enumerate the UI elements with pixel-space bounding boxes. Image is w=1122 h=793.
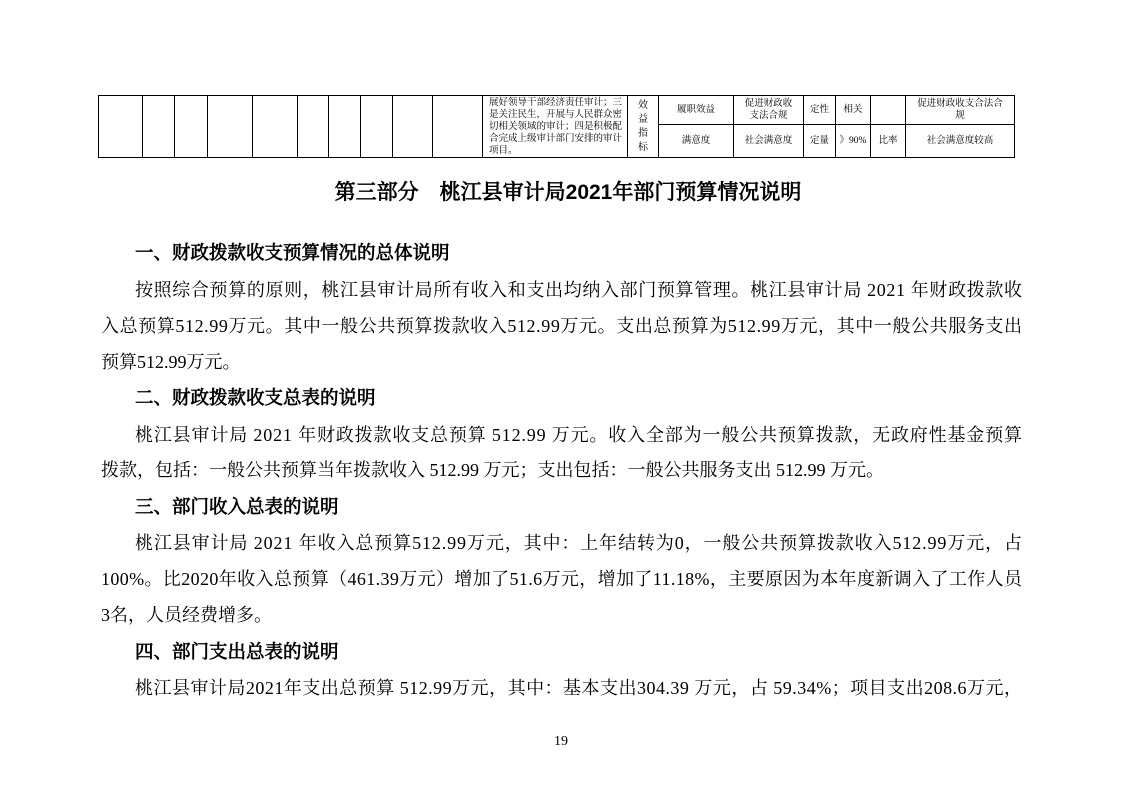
performance-indicator-table-fragment [98, 95, 1015, 158]
indicator-cell: 》90% [836, 125, 871, 158]
paragraph-line: 拨款，包括：一般公共预算当年拨款收入 512.99 万元；支出包括：一般公共服务支出 512.99 万元。 [101, 460, 884, 480]
empty-cell [393, 96, 433, 158]
indicator-cell: 社会满意度较高 [906, 125, 1015, 158]
indicator-cell: 相关 [836, 96, 871, 125]
indicator-cell: 满意度 [659, 125, 734, 158]
indicator-category-cell [628, 96, 659, 158]
paragraph-line: 按照综合预算的原则，桃江县审计局所有收入和支出均纳入部门预算管理。桃江县审计局 2021 年财政拨款收 [135, 280, 1023, 300]
indicator-cell: 定量 [804, 125, 836, 158]
empty-cell [361, 96, 393, 158]
indicator-cell: 定性 [804, 96, 836, 125]
project-description-cell [483, 96, 628, 158]
page-number: 19 [554, 734, 568, 749]
indicator-cell: 社会满意度 [734, 125, 804, 158]
project-description-text: 展好领导干部经济责任审计；三是关注民生，开展与人民群众密切相关领域的审计；四是积极配合完成上级审计部门安排的审计项目。 [489, 97, 623, 156]
paragraph-line: 桃江县审计局2021年支出总预算 512.99万元，其中：基本支出304.39 万元，占 59.34%；项目支出208.6万元， [135, 678, 1023, 698]
indicator-cell [906, 96, 1015, 125]
section-heading: 三、部门收入总表的说明 [135, 496, 339, 517]
empty-cell [143, 96, 175, 158]
indicator-cell: 履职效益 [659, 96, 734, 125]
empty-cell [99, 96, 143, 158]
paragraph-line: 预算512.99万元。 [101, 352, 241, 372]
empty-cell [298, 96, 329, 158]
indicator-cell [871, 96, 906, 125]
empty-cell [253, 96, 298, 158]
empty-cell [175, 96, 208, 158]
paragraph-line: 桃江县审计局 2021 年财政拨款收支总预算 512.99 万元。收入全部为一般公共预算拨款，无政府性基金预算 [135, 425, 1023, 445]
empty-cell [329, 96, 361, 158]
paragraph-line: 入总预算512.99万元。其中一般公共预算拨款收入512.99万元。支出总预算为512.99万元，其中一般公共服务支出 [101, 316, 1023, 336]
indicator-cell-text: 促进财政收支法合规 [744, 99, 793, 121]
indicator-category-text: 效益指标 [638, 99, 648, 153]
page-title: 第三部分 桃江县审计局2021年部门预算情况说明 [334, 181, 802, 204]
indicator-cell [734, 96, 804, 125]
empty-cell [208, 96, 253, 158]
section-heading: 二、财政拨款收支总表的说明 [135, 387, 376, 408]
section-heading: 一、财政拨款收支预算情况的总体说明 [135, 242, 450, 263]
paragraph-line: 3名，人员经费增多。 [101, 605, 272, 625]
paragraph-line: 桃江县审计局 2021 年收入总预算512.99万元，其中：上年结转为0，一般公共预算拨款收入512.99万元，占 [135, 533, 1023, 553]
indicator-cell: 比率 [871, 125, 906, 158]
paragraph-line: 100%。比2020年收入总预算（461.39万元）增加了51.6万元，增加了11.18%，主要原因为本年度新调入了工作人员 [101, 569, 1023, 589]
indicator-cell-text: 促进财政收支合法合规 [917, 99, 1003, 121]
empty-cell [433, 96, 483, 158]
section-heading: 四、部门支出总表的说明 [135, 641, 339, 662]
